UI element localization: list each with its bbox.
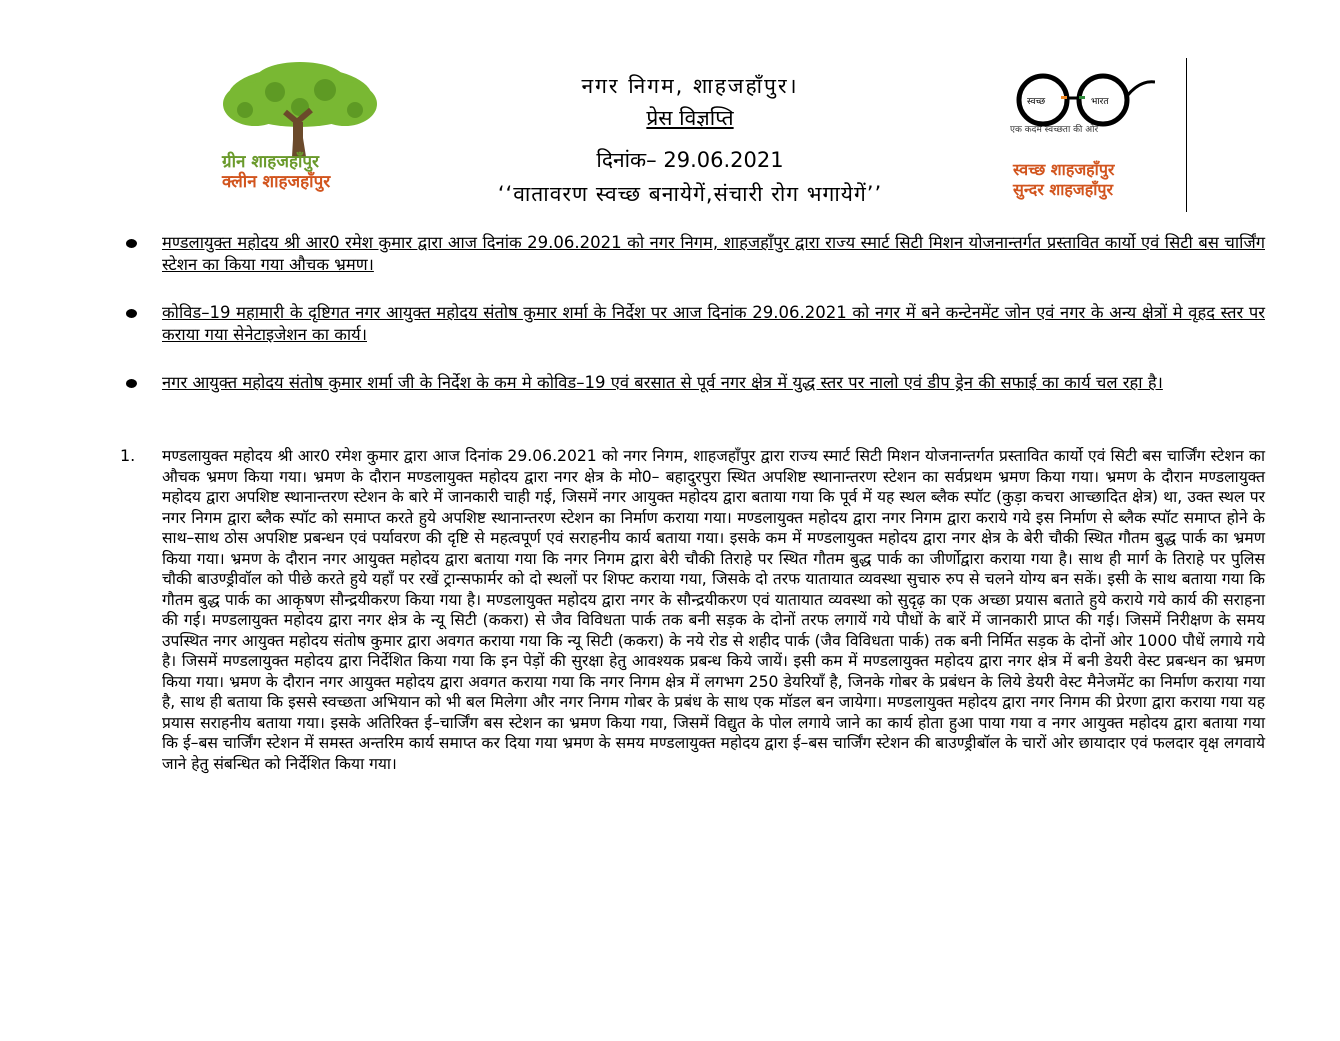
bullet-icon [126,239,137,248]
highlight-text: कोविड–19 महामारी के दृष्टिगत नगर आयुक्त महोदय संतोष कुमार शर्मा के निर्देश पर आज दिनांक 29.06.2021 को नगर में बने कन्टेनमेंट जोन एवं नगर के अन्य क्षेत्रों मे वृहद स्तर पर कराया गया सेनेटाइजेशन का कार्य। [162,303,1265,344]
date-line [420,146,960,174]
bullet-icon [126,309,137,318]
green-logo-line2: क्लीन शाहजहाँपुर [222,172,331,192]
press-release-heading: प्रेस विज्ञप्ति [646,106,734,130]
green-logo-text [222,152,412,192]
bharat-word: भारत [1091,97,1109,107]
highlights-list [120,232,1265,420]
tree-icon [215,62,385,157]
slogan: ‘‘वातावरण स्वच्छ बनायेगें,संचारी रोग भगायेगें’’ [497,182,883,206]
paragraph-text: मण्डलायुक्त महोदय श्री आर0 रमेश कुमार द्वारा आज दिनांक 29.06.2021 को नगर निगम, शाहजहाँपुर द्वारा राज्य स्मार्ट सिटी मिशन योजनान्तर्गत प्रस्तावित कार्यो एवं सिटी बस चार्जिंग स्टेशन का औचक भ्रमण किया गया। भ्रमण के दौरान मण्डलायुक्त महोदय द्वारा नगर क्षेत्र के मो0– बहादुरपुरा स्थित अपशिष्ट स्थानान्तरण स्टेशन का सर्वप्रथम भ्रमण किया गया। भ्रमण के दौरान मण्डलायुक्त महोदय द्वारा अपशिष्ट स्थानान्तरण स्टेशन के बारे में जानकारी चाही गई, जिसमें नगर आयुक्त महोदय द्वारा बताया गया कि पूर्व में यह स्थल ब्लैक स्पॉट (कुड़ा कचरा आच्छादित क्षेत्र) था, उक्त स्थल पर नगर निगम द्वारा ब्लैक स्पॉट को समाप्त करते हुये अपशिष्ट स्थानान्तरण स्टेशन का निर्माण कराया गया। मण्डलायुक्त महोदय द्वारा नगर निगम द्वारा कराये गये इस निर्माण से ब्लैक स्पॉट समाप्त होने के साथ–साथ ठोस अपशिष्ट प्रबन्धन एवं पर्यावरण की दृष्टि से महत्वपूर्ण एवं सराहनीय कार्य बताया गया। इसके कम में मण्डलायुक्त महोदय द्वारा नगर क्षेत्र के बेरी चौकी स्थित गौतम बुद्ध पार्क का भ्रमण किया गया। भ्रमण के दौरान नगर आयुक्त महोदय द्वारा बताया गया कि नगर निगम द्वारा बेरी चौकी तिराहे पर स्थित गौतम बुद्ध पार्क का जीर्णोद्वारा कराया गया है। साथ ही मार्ग के तिराहे पर पुलिस चौकी बाउण्ड्रीवॉल को पीछे करते हुये यहाँ पर रखें ट्रान्सफार्मर को दो स्थलों पर शिफ्ट कराया गया, जिसके दो तरफ यातायात व्यवस्था सुचारु रुप से चलने योग्य बन सकें। इसी के साथ बताया गया कि गौतम बुद्ध पार्क का आकृषण सौन्द्रयीकरण किया गया है। मण्डलायुक्त महोदय द्वारा नगर के सौन्द्रयीकरण एवं यातायात व्यवस्था को सुदृढ़ का एक अच्छा प्रयास बताते हुये कराये गये कार्य की सराहना की गई। मण्डलायुक्त महोदय द्वारा नगर क्षेत्र के न्यू सिटी (ककरा) से जैव विविधता पार्क तक बनी सड़क के दोनों तरफ लगायें गये पौधों के बारें में जानकारी प्राप्त की गई। जिसमें निरीक्षण के समय उपस्थित नगर आयुक्त महोदय संतोष कुमार द्वारा अवगत कराया गया कि न्यू सिटी (ककरा) के नये रोड से शहीद पार्क (जैव विविधता पार्क) तक बनी निर्मित सड़क के दोनों ओर 1000 पौधें लगाये गये है। जिसमें मण्डलायुक्त महोदय द्वारा निर्देशित किया गया कि इन पेड़ों की सुरक्षा हेतु आवश्यक प्रबन्ध किये जायें। इसी कम में मण्डलायुक्त महोदय द्वारा नगर क्षेत्र में बनी डेयरी वेस्ट प्रबन्धन का भ्रमण किया गया। भ्रमण के दौरान नगर आयुक्त महोदय द्वारा अवगत कराया गया कि नगर निगम क्षेत्र में लगभग 250 डेयरियाँ है, जिनके गोबर के प्रबंधन के लिये डेयरी वेस्ट मैनेजमेंट का निर्माण कराया गया है, साथ ही बताया कि इससे स्वच्छता अभियान को भी बल मिलेगा और नगर निगम गोबर के प्रबंध के साथ एक मॉडल बन जायेगा। मण्डलायुक्त महोदय द्वारा नगर निगम की प्रेरणा द्वारा कराया गया यह प्रयास सराहनीय बताया गया। इसके अतिरिक्त ई–चार्जिंग बस स्टेशन का भ्रमण किया गया, जिसमें विद्युत के पोल लगाये जाने का कार्य होता हुआ पाया गया व नगर आयुक्त महोदय द्वारा बताया गया कि ई–बस चार्जिंग स्टेशन में समस्त अन्तरिम कार्य समाप्त कर दिया गया भ्रमण के समय मण्डलायुक्त महोदय द्वारा ई–बस चार्जिंग स्टेशन की बाउण्ड्रीबॉल के चारों ओर छायादार एवं फलदार वृक्ष लगवाये जाने हेतु संबन्धित को निर्देशित किया गया। [162,447,1265,773]
org-title: नगर निगम, शाहजहाँपुर। [581,74,799,98]
highlight-text: नगर आयुक्त महोदय संतोष कुमार शर्मा जी के निर्देश के कम मे कोविड–19 एवं बरसात से पूर्व नगर क्षेत्र में युद्ध स्तर पर नालो एवं डीप ड्रेन की सफाई का कार्य चल रहा है। [162,373,1163,392]
highlight-item [120,232,1265,276]
date-value: 29.06.2021 [663,148,784,172]
swachh-caption: एक कदम स्वच्छता की ओर [1010,125,1099,135]
bullet-icon [126,379,137,388]
detail-paragraph [120,446,1265,774]
paragraph-number: 1. [120,446,136,465]
glasses-icon [1005,70,1155,130]
header-divider [1186,58,1187,212]
swachh-logo-line1: स्वच्छ शाहजहाँपुर [1013,160,1115,179]
swachh-logo-text [1013,160,1183,200]
swachh-logo-line2: सुन्दर शाहजहाँपुर [1013,180,1114,199]
header-block [420,72,960,208]
highlight-item [120,302,1265,346]
highlight-item [120,372,1265,394]
date-label: दिनांक– [596,148,657,172]
highlight-text: मण्डलायुक्त महोदय श्री आर0 रमेश कुमार द्वारा आज दिनांक 29.06.2021 को नगर निगम, शाहजहाँपुर द्वारा राज्य स्मार्ट सिटी मिशन योजनान्तर्गत प्रस्तावित कार्यो एवं सिटी बस चार्जिंग स्टेशन का किया गया औचक भ्रमण। [162,233,1265,274]
green-logo-line1: ग्रीन शाहजहाँपुर [222,152,319,172]
swachh-word: स्वच्छ [1027,97,1046,107]
